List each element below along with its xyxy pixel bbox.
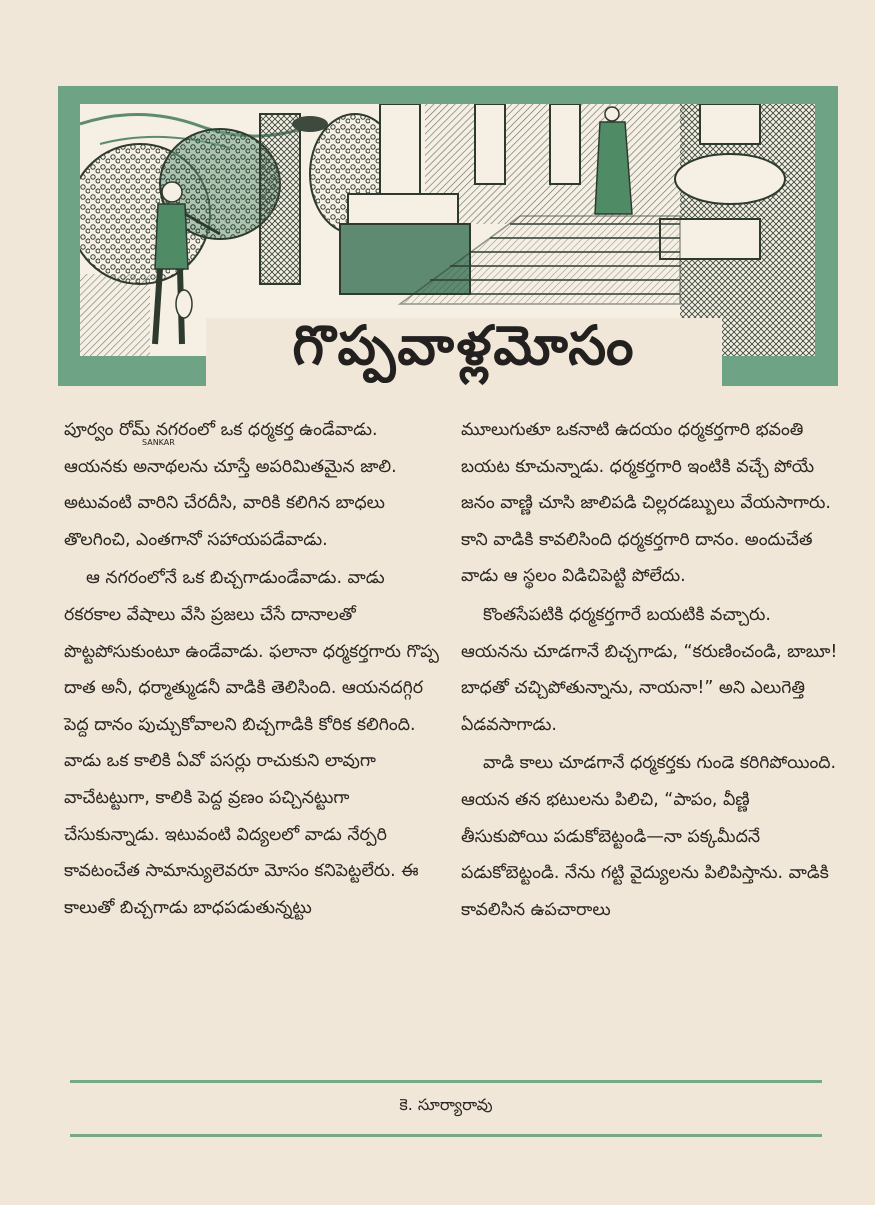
paragraph: కొంతసేపటికి ధర్మకర్తగారే బయటికి వచ్చారు. ఆయనను చూడగానే బిచ్చగాడు, “కరుణించండి, బాబూ! బాధతో చచ్చిపోతున్నాను, నాయనా!” అని ఎలుగెత్తి ఏడవసాగాడు.: [461, 604, 838, 735]
author-name: కె. సూర్యారావు: [399, 1095, 493, 1114]
paragraph: పూర్వం రోమ్ నగరంలో ఒక ధర్మకర్త ఉండేవాడు. ఆయనకు అనాథలను చూస్తే అపరిమితమైన జాలి. అటువంటి వారిని చేరదీసి, వారికి కలిగిన బాధలు తొలగించి, ఎంతగానో సహాయపడేవాడు.: [64, 420, 397, 550]
text-column-right: [461, 412, 841, 928]
illustrator-signature: SANKAR: [142, 438, 175, 447]
header-banner: [58, 86, 838, 447]
paragraph: వాడి కాలు చూడగానే ధర్మకర్తకు గుండె కరిగిపోయింది. ఆయన తన భటులను పిలిచి, “పాపం, వీణ్ణి తీసుకుపోయి పడుకోబెట్టండి—నా పక్కమీదనే పడుకోబెట్టండి. నేను గట్టి వైద్యులను పిలిపిస్తాను. వాడికి కావలిసిన ఉపచారాలు: [461, 753, 837, 920]
divider-bottom: [70, 1134, 822, 1137]
story-title: గొప్పవాళ్లమోసం: [292, 313, 636, 377]
paragraph: ఆ నగరంలోనే ఒక బిచ్చగాడుండేవాడు. వాడు రకరకాల వేషాలు వేసి ప్రజలు చేసే దానాలతో పొట్టపోసుకుంటూ ఉండేవాడు. ఫలానా ధర్మకర్తగారు గొప్ప దాత అనీ, ధర్మాత్ముడనీ వాడికి తెలిసింది. ఆయనదగ్గిర పెద్ద దానం పుచ్చుకోవాలని బిచ్చగాడికి కోరిక కలిగింది. వాడు ఒక కాలికి ఏవో పసర్లు రాచుకుని లావుగా వాచేటట్టుగా, కాలికి పెద్ద వ్రణం పచ్చినట్టుగా చేసుకున్నాడు. ఇటువంటి విద్యలలో వాడు నేర్పరి కావటంచేత సామాన్యులెవరూ మోసం కనిపెట్టలేరు. ఈ కాలుతో బిచ్చగాడు బాధపడుతున్నట్టు: [64, 568, 439, 918]
text-column-left: [64, 412, 444, 926]
divider-top: [70, 1080, 822, 1083]
paragraph: మూలుగుతూ ఒకనాటి ఉదయం ధర్మకర్తగారి భవంతి బయట కూచున్నాడు. ధర్మకర్తగారి ఇంటికి వచ్చే పోయే జనం వాణ్ణి చూసి జాలిపడి చిల్లరడబ్బులు వేయసాగారు. కాని వాడికి కావలిసింది ధర్మకర్తగారి దానం. అందుచేత వాడు ఆ స్థలం విడిచిపెట్టి పోలేదు.: [461, 420, 831, 587]
